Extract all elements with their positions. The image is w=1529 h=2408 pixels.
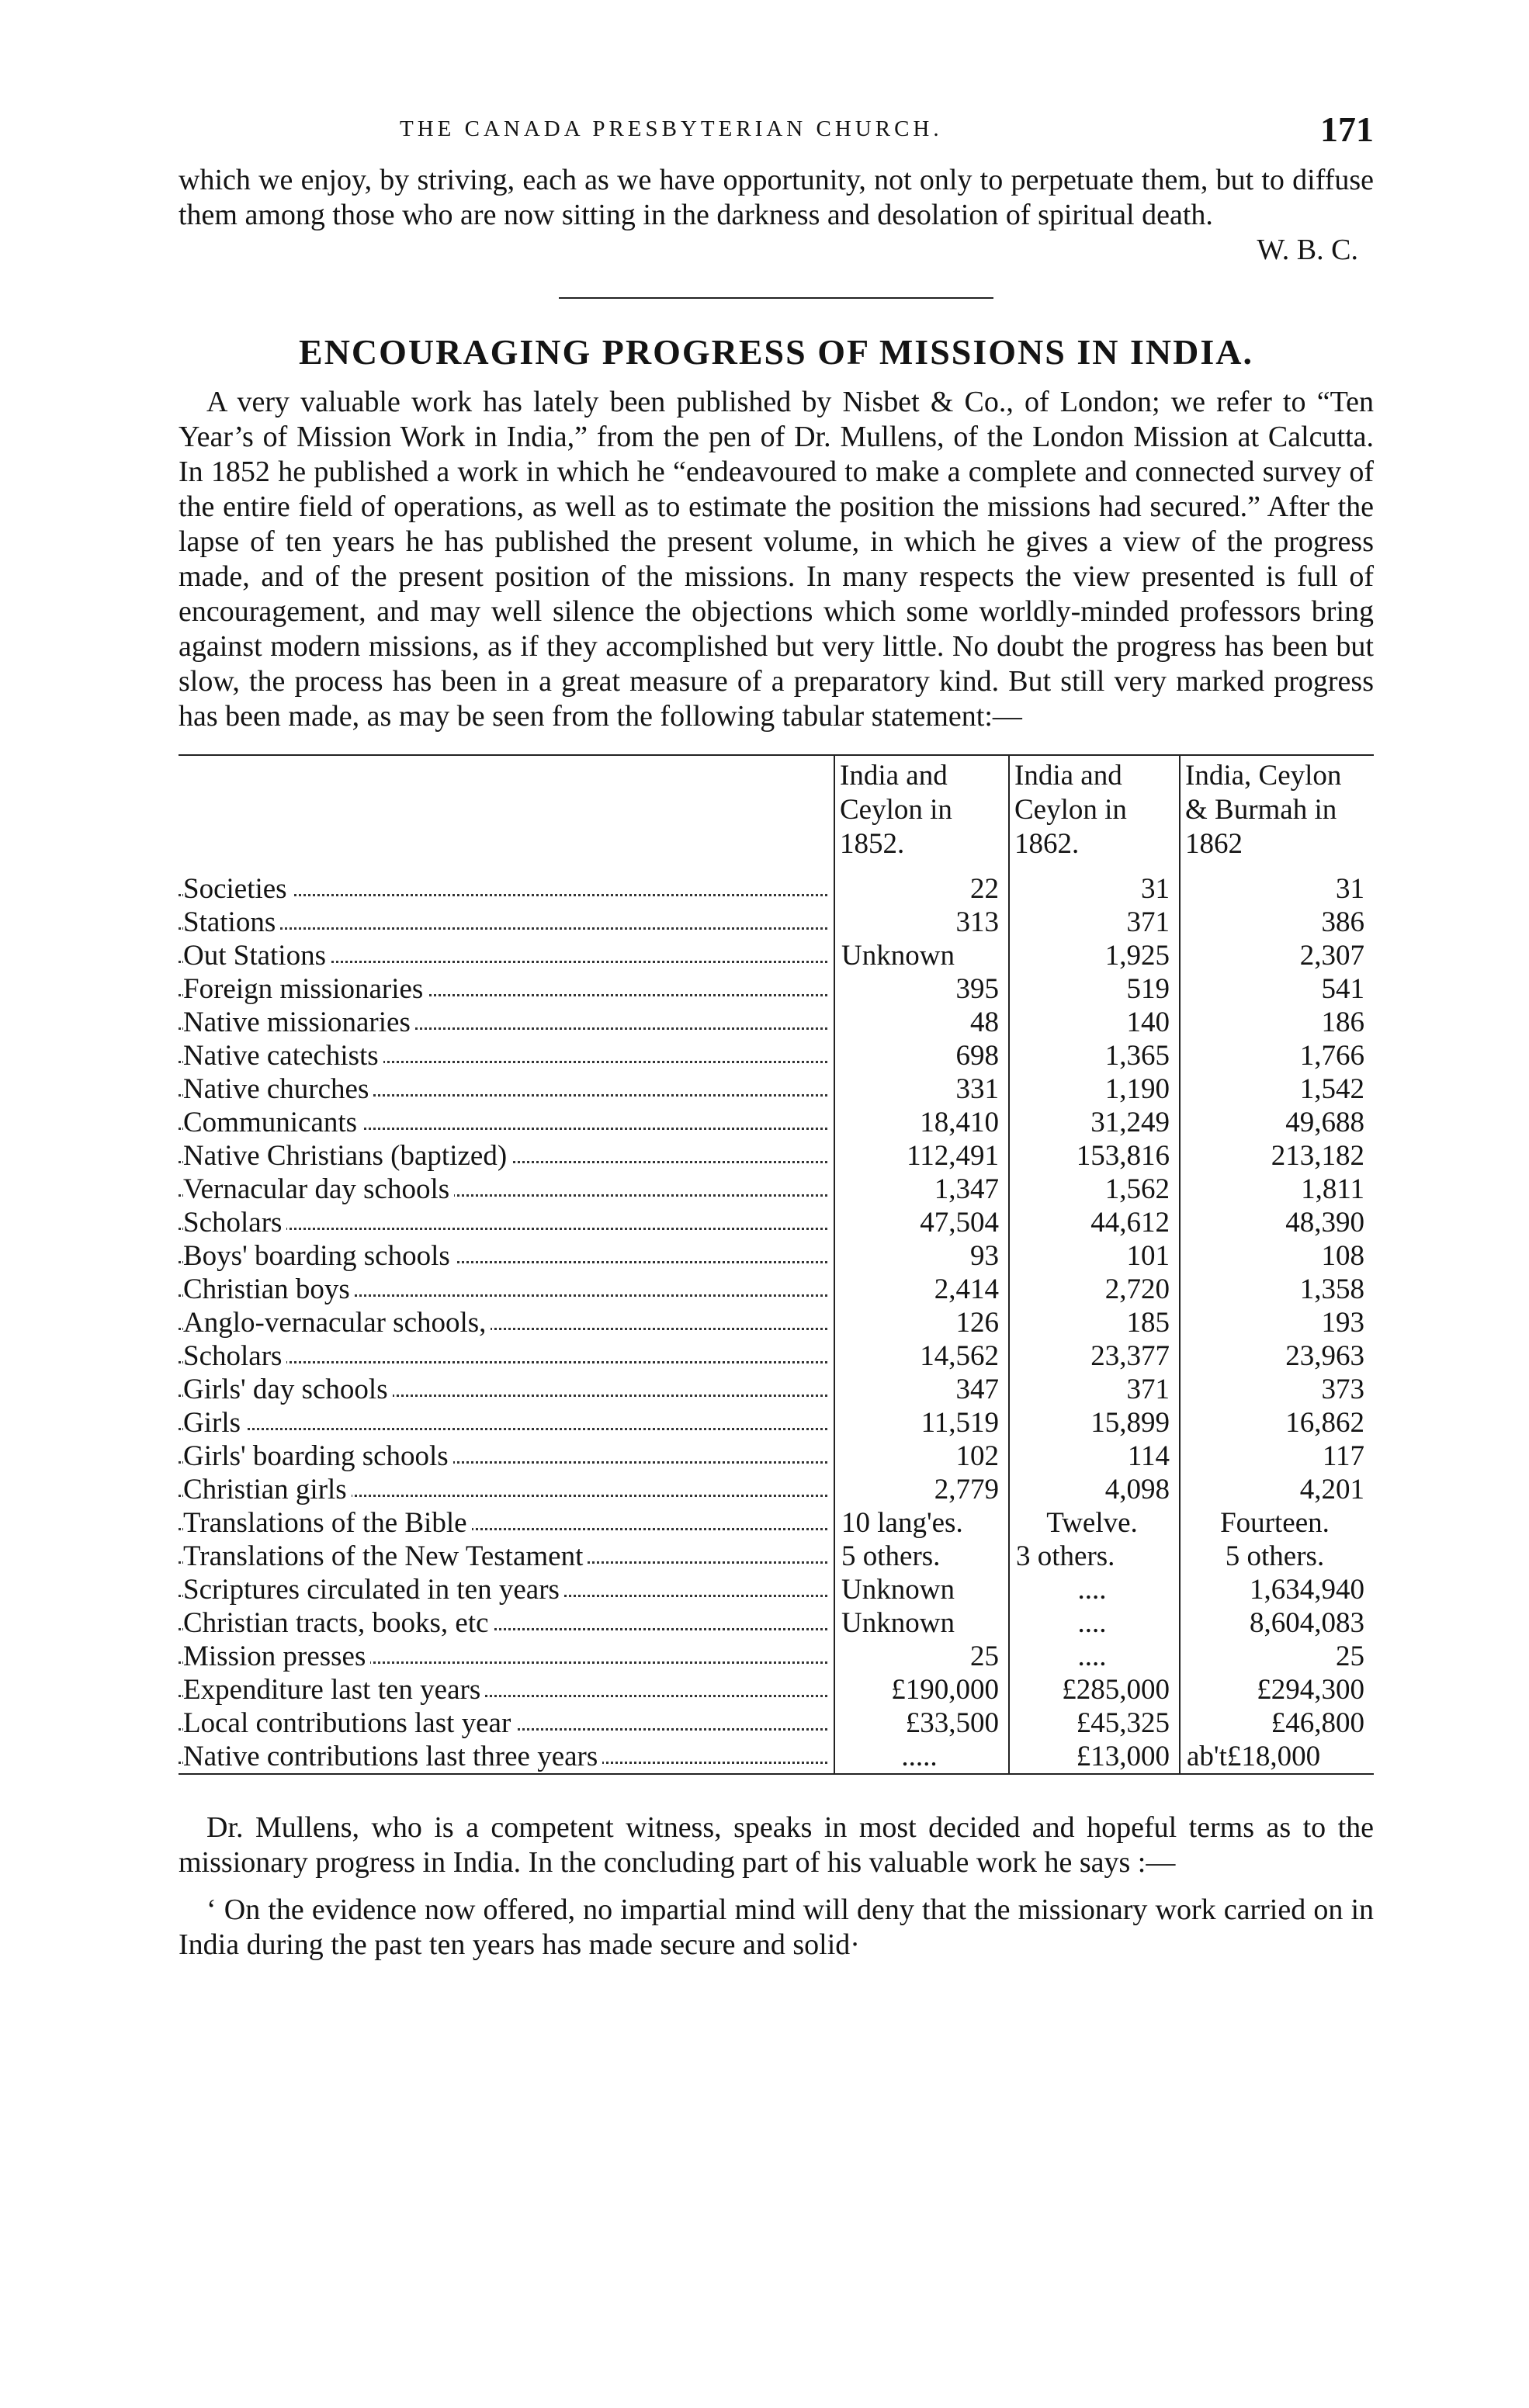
row-label (179, 869, 834, 906)
value-1862-burmah: 5 others. (1180, 1540, 1374, 1573)
value-1852: £190,000 (834, 1673, 1009, 1706)
row-label-text: Scholars (183, 1340, 286, 1372)
table-row (179, 1740, 1374, 1774)
row-label-text: Vernacular day schools (183, 1173, 454, 1205)
row-label-text: Local contributions last year (183, 1707, 515, 1739)
value-1862-burmah: 2,307 (1180, 939, 1374, 972)
row-label-text: Boys' boarding schools (183, 1240, 455, 1272)
table-row (179, 1540, 1374, 1573)
value-1852: Unknown (834, 1606, 1009, 1640)
row-label (179, 1373, 834, 1406)
value-1852: 2,414 (834, 1273, 1009, 1306)
row-label (179, 1740, 834, 1774)
value-1852: 1,347 (834, 1173, 1009, 1206)
row-label-text: Girls' day schools (183, 1374, 393, 1405)
value-1862: 1,365 (1009, 1039, 1180, 1072)
table-row (179, 1139, 1374, 1173)
row-label (179, 1540, 834, 1573)
value-1862-burmah: 1,358 (1180, 1273, 1374, 1306)
table-row (179, 1006, 1374, 1039)
value-1852: 112,491 (834, 1139, 1009, 1173)
row-label-text: Translations of the Bible (183, 1507, 472, 1539)
value-1862-burmah: 1,542 (1180, 1072, 1374, 1106)
table-row (179, 1273, 1374, 1306)
table-row (179, 1072, 1374, 1106)
row-label (179, 1139, 834, 1173)
value-1862: 31 (1009, 869, 1180, 906)
row-label-text: Communicants (183, 1107, 362, 1138)
row-label-text: Christian girls (183, 1474, 352, 1505)
table-row (179, 1206, 1374, 1239)
table-row (179, 1706, 1374, 1740)
value-1852: 47,504 (834, 1206, 1009, 1239)
value-1862: 153,816 (1009, 1139, 1180, 1173)
value-1862-burmah: 23,963 (1180, 1339, 1374, 1373)
value-1852: 22 (834, 869, 1009, 906)
row-label-text: Translations of the New Testament (183, 1540, 588, 1572)
value-1862-burmah: 1,766 (1180, 1039, 1374, 1072)
value-1862-burmah: £46,800 (1180, 1706, 1374, 1740)
value-1852: 48 (834, 1006, 1009, 1039)
row-label-text: Anglo-vernacular schools, (183, 1307, 491, 1339)
intro-paragraph: which we enjoy, by striving, each as we have opportunity, not only to perpetuate them, but to diffuse them among those who are now sitting in the darkness and desolation of spiritual death. (179, 164, 1374, 231)
value-1852: 395 (834, 972, 1009, 1006)
row-label-text: Scholars (183, 1207, 286, 1239)
value-1852: 698 (834, 1039, 1009, 1072)
value-1862: 4,098 (1009, 1473, 1180, 1506)
table-row (179, 1373, 1374, 1406)
table-row (179, 972, 1374, 1006)
row-label (179, 1006, 834, 1039)
row-label (179, 1206, 834, 1239)
table-row (179, 1173, 1374, 1206)
value-1862: £13,000 (1009, 1740, 1180, 1774)
table-row (179, 1573, 1374, 1606)
running-head (179, 109, 1374, 163)
table-row (179, 1339, 1374, 1373)
value-1852: 313 (834, 906, 1009, 939)
value-1852: 331 (834, 1072, 1009, 1106)
table-row (179, 939, 1374, 972)
value-1862: 371 (1009, 906, 1180, 939)
value-1852: 102 (834, 1440, 1009, 1473)
value-1852: 25 (834, 1640, 1009, 1673)
value-1862: 23,377 (1009, 1339, 1180, 1373)
row-label (179, 1306, 834, 1339)
value-1862-burmah: 25 (1180, 1640, 1374, 1673)
signature-line (179, 233, 1374, 268)
row-label (179, 1239, 834, 1273)
row-label (179, 1506, 834, 1540)
value-1862-burmah: 49,688 (1180, 1106, 1374, 1139)
value-1862-burmah: £294,300 (1180, 1673, 1374, 1706)
dot-leader (179, 1428, 827, 1430)
value-1862-burmah: 108 (1180, 1239, 1374, 1273)
row-label-text: Native catechists (183, 1040, 383, 1072)
row-label-text: Christian tracts, books, etc (183, 1607, 494, 1639)
table-row (179, 1440, 1374, 1473)
row-label (179, 1573, 834, 1606)
closing-paragraph: Dr. Mullens, who is a competent witness, speaks in most decided and hopeful terms as to the missionary progress in India. In the concluding part of his valuable work he says :— (179, 1811, 1374, 1879)
row-label (179, 1173, 834, 1206)
value-1852: ..... (834, 1740, 1009, 1774)
row-label-text: Foreign missionaries (183, 973, 428, 1005)
value-1862: Twelve. (1009, 1506, 1180, 1540)
value-1862-burmah: 117 (1180, 1440, 1374, 1473)
row-label-text: Societies (183, 873, 292, 905)
row-label (179, 906, 834, 939)
value-1862-burmah: 193 (1180, 1306, 1374, 1339)
article-title: ENCOURAGING PROGRESS OF MISSIONS IN INDIA. (299, 332, 1253, 372)
value-1852: 14,562 (834, 1339, 1009, 1373)
row-label (179, 1673, 834, 1706)
value-1862: 1,562 (1009, 1173, 1180, 1206)
value-1852: 5 others. (834, 1540, 1009, 1573)
value-1862-burmah: 373 (1180, 1373, 1374, 1406)
table-row (179, 1673, 1374, 1706)
value-1852: 2,779 (834, 1473, 1009, 1506)
value-1862-burmah: 186 (1180, 1006, 1374, 1039)
row-label (179, 1273, 834, 1306)
section-divider (559, 297, 993, 299)
row-label (179, 1440, 834, 1473)
value-1862: .... (1009, 1573, 1180, 1606)
row-label (179, 1339, 834, 1373)
value-1852: £33,500 (834, 1706, 1009, 1740)
row-label (179, 1473, 834, 1506)
value-1862: .... (1009, 1606, 1180, 1640)
table-header-row (179, 755, 1374, 869)
value-1862-burmah: 48,390 (1180, 1206, 1374, 1239)
table-row (179, 1306, 1374, 1339)
value-1862-burmah: ab't£18,000 (1180, 1740, 1374, 1774)
value-1862: 3 others. (1009, 1540, 1180, 1573)
table-row (179, 1506, 1374, 1540)
row-label-text: Expenditure last ten years (183, 1674, 485, 1706)
article-paragraph: A very valuable work has lately been published by Nisbet & Co., of London; we refer to “Ten Year’s of Mission Work in India,” from the pen of Dr. Mullens, of the London Mission at Calcutta. In 1852 he published a work in which he “endeavoured to make a complete and connected survey of the entire field of operations, as well as to estimate the position the missions had secured.” After the lapse of ten years he has published the present volume, in which he gives a view of the progress made, and of the present position of the missions. In many respects the view presented is full of encouragement, and may well silence the objections which some worldly-minded professors bring against modern missions, as if they accomplished but very little. No doubt the progress has been but slow, the process has been in a great measure of a preparatory kind. But still very marked progress has been made, as may be seen from the following tabular statement:— (179, 386, 1374, 733)
page (179, 109, 1374, 1963)
table-body (179, 869, 1374, 1774)
row-label (179, 1406, 834, 1440)
row-label-text: Native churches (183, 1073, 373, 1105)
row-label (179, 1606, 834, 1640)
value-1862: 101 (1009, 1239, 1180, 1273)
row-label-text: Native contributions last three years (183, 1741, 602, 1772)
value-1862: 1,190 (1009, 1072, 1180, 1106)
row-label-text: Girls (183, 1407, 245, 1439)
value-1852: 347 (834, 1373, 1009, 1406)
row-label-text: Christian boys (183, 1273, 355, 1305)
row-label-text: Native missionaries (183, 1007, 415, 1038)
table-row (179, 1640, 1374, 1673)
statistics-table-block (179, 754, 1374, 1775)
value-1862-burmah: 16,862 (1180, 1406, 1374, 1440)
column-header-1862: India and Ceylon in 1862. (1009, 755, 1180, 869)
value-1852: Unknown (834, 1573, 1009, 1606)
value-1862: 519 (1009, 972, 1180, 1006)
row-label-text: Stations (183, 906, 280, 938)
value-1862: 31,249 (1009, 1106, 1180, 1139)
table-row (179, 1106, 1374, 1139)
table-row (179, 1473, 1374, 1506)
value-1862: £45,325 (1009, 1706, 1180, 1740)
value-1852: Unknown (834, 939, 1009, 972)
table-row (179, 1606, 1374, 1640)
row-label (179, 1072, 834, 1106)
row-label-text: Girls' boarding schools (183, 1440, 453, 1472)
page-number: 171 (1320, 109, 1374, 149)
value-1862: 371 (1009, 1373, 1180, 1406)
value-1862: 44,612 (1009, 1206, 1180, 1239)
row-label-text: Native Christians (baptized) (183, 1140, 511, 1172)
value-1862: 1,925 (1009, 939, 1180, 972)
table-header-blank (179, 755, 834, 869)
value-1862: 15,899 (1009, 1406, 1180, 1440)
value-1852: 93 (834, 1239, 1009, 1273)
running-title: THE CANADA PRESBYTERIAN CHURCH. (400, 116, 943, 141)
table-row (179, 869, 1374, 906)
value-1862-burmah: 386 (1180, 906, 1374, 939)
value-1862-burmah: Fourteen. (1180, 1506, 1374, 1540)
row-label-text: Mission presses (183, 1641, 370, 1672)
value-1862: 114 (1009, 1440, 1180, 1473)
table-row (179, 1239, 1374, 1273)
value-1852: 126 (834, 1306, 1009, 1339)
signature: W. B. C. (1257, 234, 1358, 266)
value-1862-burmah: 1,634,940 (1180, 1573, 1374, 1606)
row-label (179, 1106, 834, 1139)
value-1852: 18,410 (834, 1106, 1009, 1139)
row-label (179, 1706, 834, 1740)
value-1862: 140 (1009, 1006, 1180, 1039)
value-1862-burmah: 213,182 (1180, 1139, 1374, 1173)
value-1862: 185 (1009, 1306, 1180, 1339)
row-label-text: Out Stations (183, 940, 331, 972)
value-1852: 10 lang'es. (834, 1506, 1009, 1540)
table-row (179, 906, 1374, 939)
missions-statistics-table (179, 754, 1374, 1775)
value-1862: £285,000 (1009, 1673, 1180, 1706)
row-label (179, 939, 834, 972)
column-header-1852: India and Ceylon in 1852. (834, 755, 1009, 869)
table-row (179, 1039, 1374, 1072)
value-1862: .... (1009, 1640, 1180, 1673)
row-label (179, 972, 834, 1006)
row-label (179, 1640, 834, 1673)
value-1862-burmah: 31 (1180, 869, 1374, 906)
value-1862: 2,720 (1009, 1273, 1180, 1306)
value-1852: 11,519 (834, 1406, 1009, 1440)
value-1862-burmah: 1,811 (1180, 1173, 1374, 1206)
closing-quote: ‘ On the evidence now offered, no impartial mind will deny that the missionary work carried on in India during the past ten years has made secure and solid· (179, 1893, 1374, 1961)
value-1862-burmah: 8,604,083 (1180, 1606, 1374, 1640)
row-label-text: Scriptures circulated in ten years (183, 1574, 564, 1606)
table-row (179, 1406, 1374, 1440)
value-1862-burmah: 541 (1180, 972, 1374, 1006)
row-label (179, 1039, 834, 1072)
value-1862-burmah: 4,201 (1180, 1473, 1374, 1506)
column-header-1862-burmah: India, Ceylon & Burmah in 1862 (1180, 755, 1374, 869)
